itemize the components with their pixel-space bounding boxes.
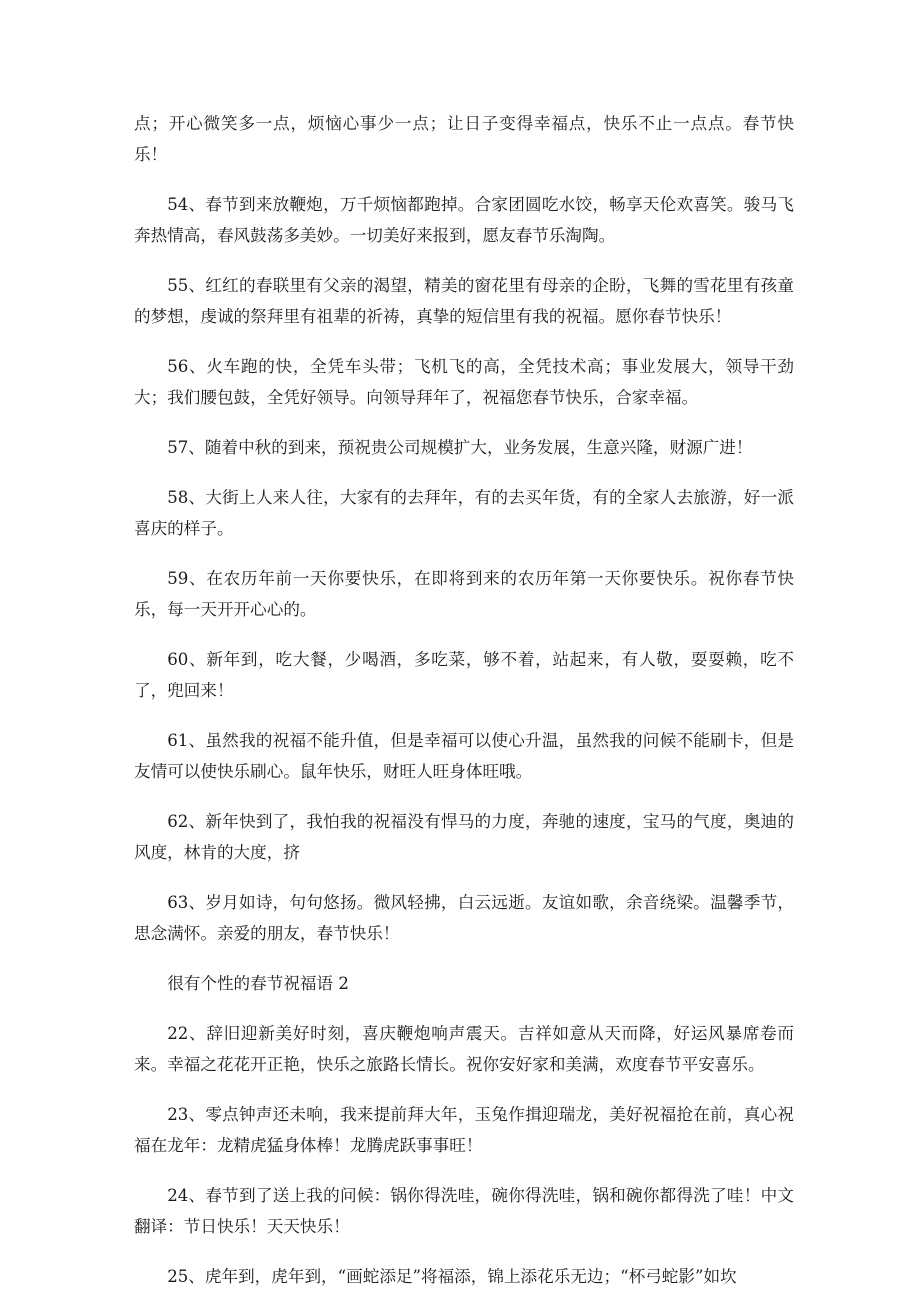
section-heading: 很有个性的春节祝福语 2 — [167, 974, 349, 993]
paragraph-59: 59、在农历年前一天你要快乐，在即将到来的农历年第一天你要快乐。祝你春节快乐，每一天开开心心的。 — [134, 569, 794, 619]
paragraph-24: 24、春节到了送上我的问候：锅你得洗哇，碗你得洗哇，锅和碗你都得洗了哇！中文翻译：节日快乐！天天快乐！ — [134, 1186, 794, 1236]
paragraph-continued: 点；开心微笑多一点，烦恼心事少一点；让日子变得幸福点，快乐不止一点点。春节快乐！ — [134, 114, 794, 164]
paragraph-54: 54、春节到来放鞭炮，万千烦恼都跑掉。合家团圆吃水饺，畅享天伦欢喜笑。骏马飞奔热情高，春风鼓荡多美妙。一切美好来报到，愿友春节乐淘陶。 — [134, 195, 794, 245]
paragraph-57: 57、随着中秋的到来，预祝贵公司规模扩大，业务发展，生意兴隆，财源广进！ — [167, 438, 753, 457]
paragraph-25: 25、虎年到，虎年到，“画蛇添足”将福添，锦上添花乐无边；“杯弓蛇影”如坎 — [167, 1267, 737, 1286]
paragraph-56: 56、火车跑的快，全凭车头带；飞机飞的高，全凭技术高；事业发展大，领导干劲大；我们腰包鼓，全凭好领导。向领导拜年了，祝福您春节快乐，合家幸福。 — [134, 357, 794, 407]
paragraph-55: 55、红红的春联里有父亲的渴望，精美的窗花里有母亲的企盼，飞舞的雪花里有孩童的梦想，虔诚的祭拜里有祖辈的祈祷，真挚的短信里有我的祝福。愿你春节快乐！ — [134, 276, 794, 326]
paragraph-62: 62、新年快到了，我怕我的祝福没有悍马的力度，奔驰的速度，宝马的气度，奥迪的风度，林肯的大度，挤 — [134, 812, 794, 862]
paragraph-23: 23、零点钟声还未响，我来提前拜大年，玉兔作揖迎瑞龙，美好祝福抢在前，真心祝福在龙年：龙精虎猛身体棒！龙腾虎跃事事旺！ — [134, 1105, 794, 1155]
paragraph-58: 58、大街上人来人往，大家有的去拜年，有的去买年货，有的全家人去旅游，好一派喜庆的样子。 — [134, 488, 794, 538]
paragraph-63: 63、岁月如诗，句句悠扬。微风轻拂，白云远逝。友谊如歌，余音绕梁。温馨季节，思念满怀。亲爱的朋友，春节快乐！ — [134, 893, 794, 943]
paragraph-61: 61、虽然我的祝福不能升值，但是幸福可以使心升温，虽然我的问候不能刷卡，但是友情可以使快乐刷心。鼠年快乐，财旺人旺身体旺哦。 — [134, 731, 794, 781]
paragraph-60: 60、新年到，吃大餐，少喝酒，多吃菜，够不着，站起来，有人敬，耍耍赖，吃不了，兜回来！ — [134, 650, 794, 700]
paragraph-22: 22、辞旧迎新美好时刻，喜庆鞭炮响声震天。吉祥如意从天而降，好运风暴席卷而来。幸福之花花开正艳，快乐之旅路长情长。祝你安好家和美满，欢度春节平安喜乐。 — [134, 1024, 794, 1074]
document-body — [134, 108, 794, 1311]
